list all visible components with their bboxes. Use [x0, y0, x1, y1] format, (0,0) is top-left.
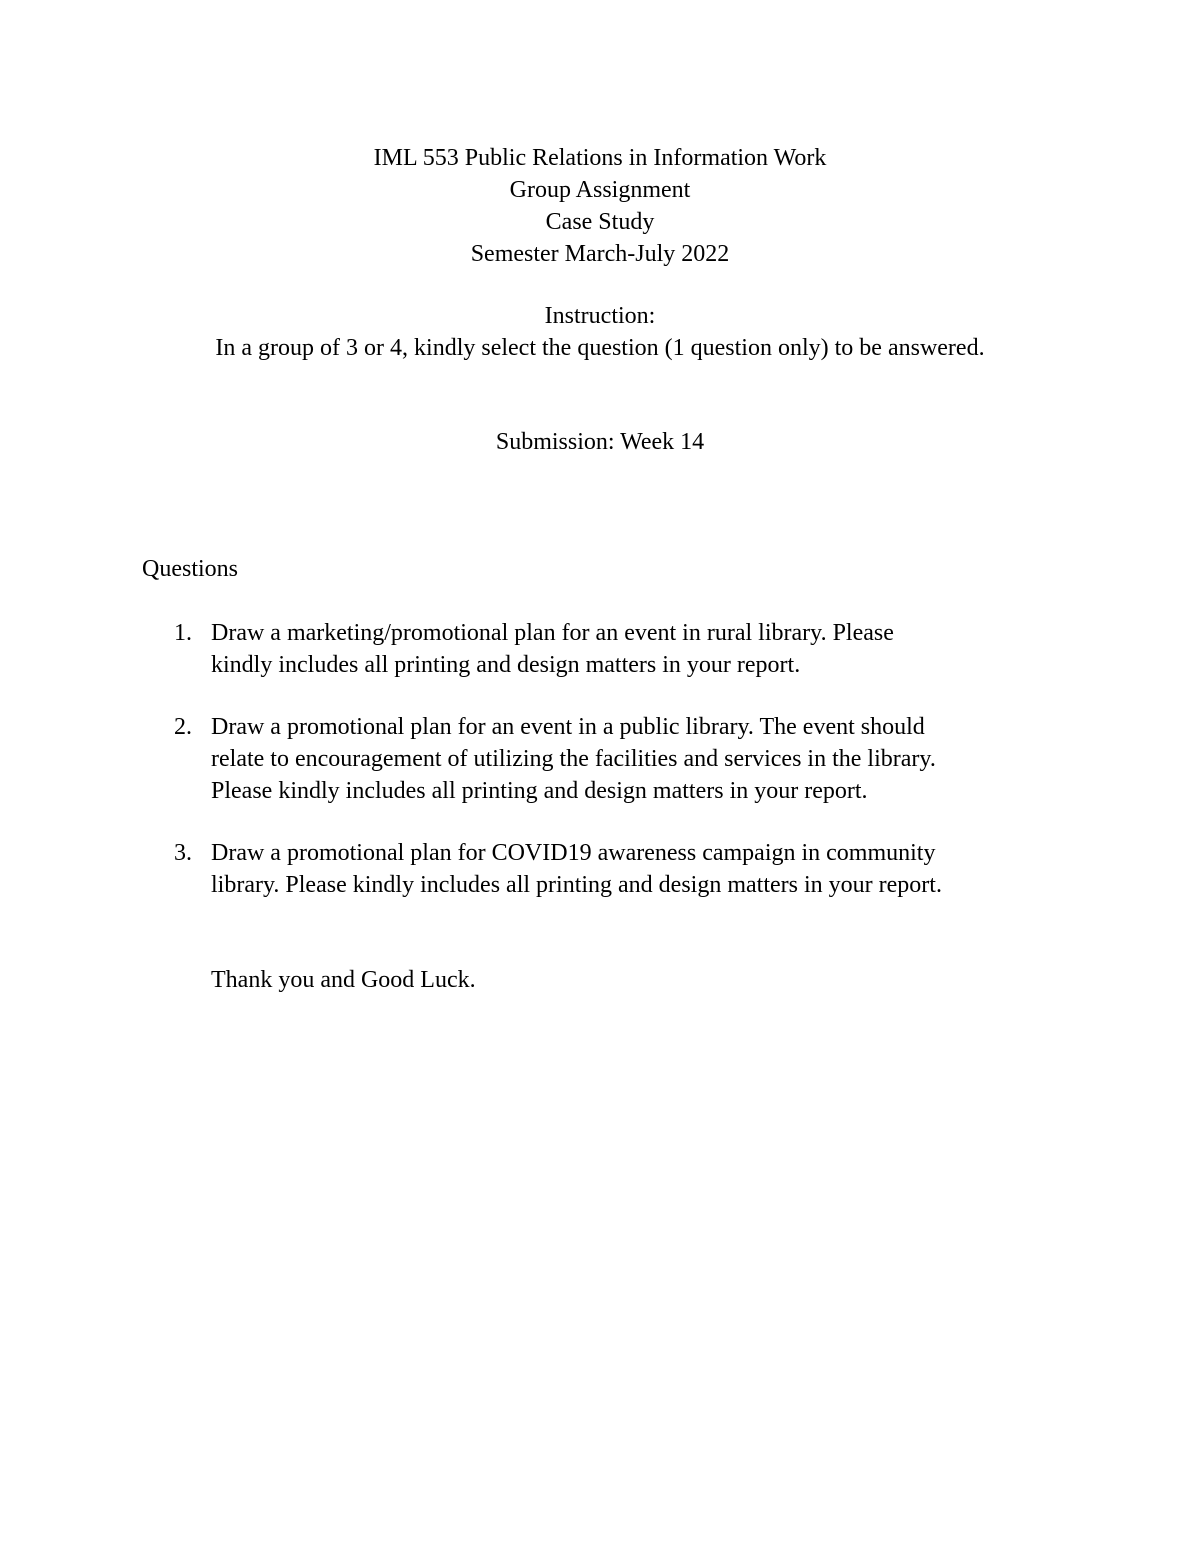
- question-line: Please kindly includes all printing and design matters in your report.: [211, 778, 868, 804]
- question-line: Draw a promotional plan for COVID19 awareness campaign in community: [211, 840, 936, 866]
- question-text: [211, 711, 1071, 807]
- submission-text: Submission: Week 14: [495, 429, 705, 455]
- submission-line: [0, 426, 1200, 458]
- assignment-kind: Case Study: [545, 209, 655, 235]
- semester: Semester March-July 2022: [470, 241, 730, 267]
- question-line: kindly includes all printing and design matters in your report.: [211, 652, 801, 678]
- closing-text: Thank you and Good Luck.: [211, 967, 476, 993]
- question-text: [211, 617, 1071, 681]
- instruction-heading: Instruction:: [544, 303, 656, 329]
- assignment-type: Group Assignment: [509, 177, 691, 203]
- question-number: 2.: [174, 714, 192, 740]
- question-line: relate to encouragement of utilizing the facilities and services in the library.: [211, 746, 936, 772]
- document-header: [0, 142, 1200, 270]
- question-number: 1.: [174, 620, 192, 646]
- instruction-block: [0, 300, 1200, 364]
- question-line: library. Please kindly includes all printing and design matters in your report.: [211, 872, 942, 898]
- questions-heading: Questions: [142, 556, 238, 582]
- question-line: Draw a marketing/promotional plan for an event in rural library. Please: [211, 620, 894, 646]
- instruction-text: In a group of 3 or 4, kindly select the question (1 question only) to be answered.: [215, 335, 985, 361]
- question-text: [211, 837, 1071, 901]
- course-title: IML 553 Public Relations in Information Work: [373, 145, 827, 171]
- question-line: Draw a promotional plan for an event in a public library. The event should: [211, 714, 925, 740]
- question-number: 3.: [174, 840, 192, 866]
